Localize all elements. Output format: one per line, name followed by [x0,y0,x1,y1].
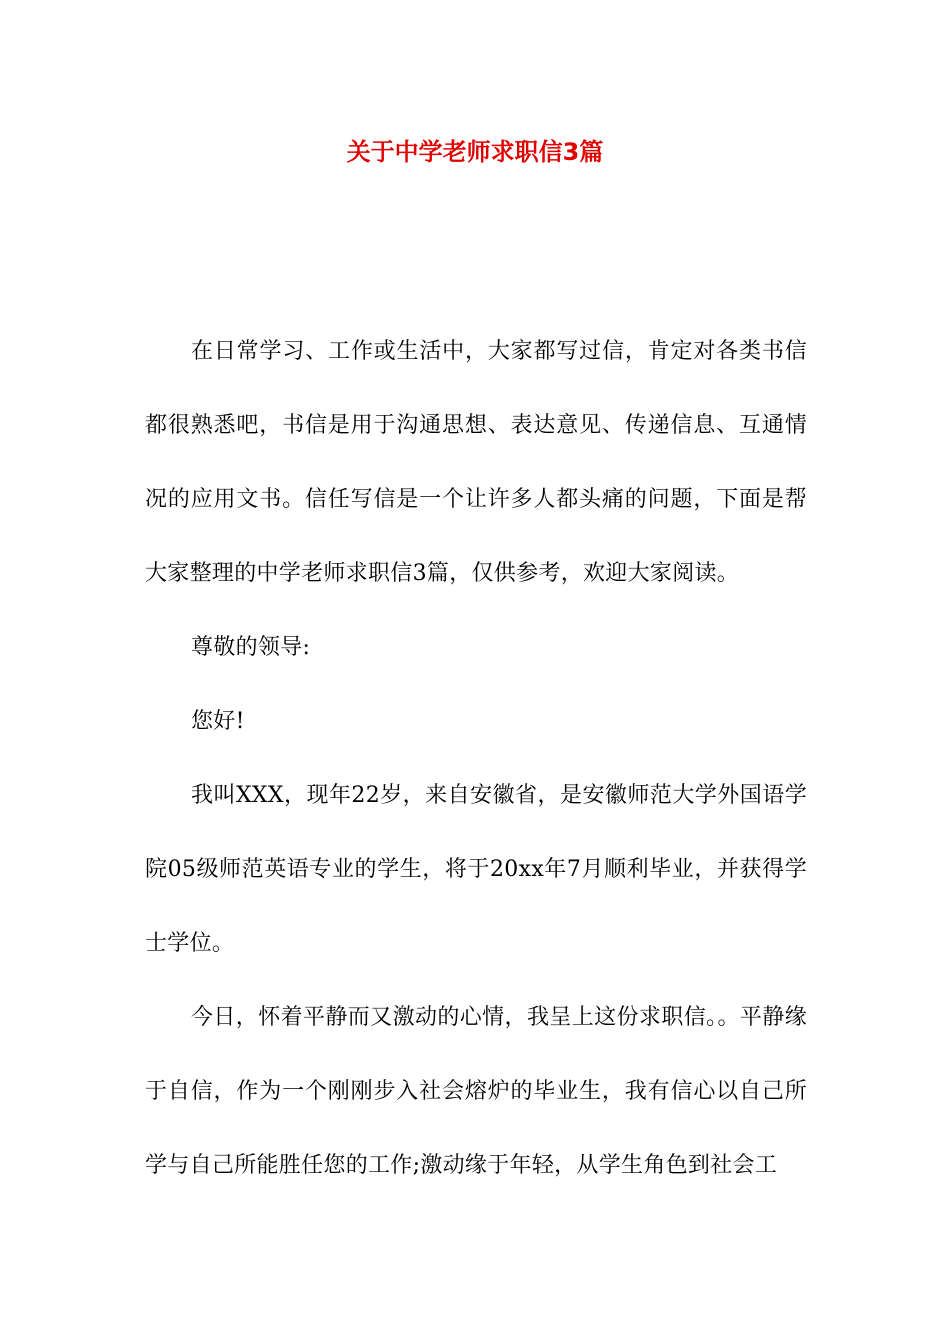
document-body [145,315,807,1203]
paragraph-salutation: 尊敬的领导: [191,635,311,660]
document-title: 关于中学老师求职信3篇 [346,138,604,166]
paragraph-motivation: 今日，怀着平静而又激动的心情，我呈上这份求职信。。平静缘于自信，作为一个刚刚步入社会熔炉的毕业生，我有信心以自己所学与自己所能胜任您的工作;激动缘于年轻，从学生角色到社会工 [145,1005,807,1178]
paragraph-intro: 在日常学习、工作或生活中，大家都写过信，肯定对各类书信都很熟悉吧，书信是用于沟通思想、表达意见、传递信息、互通情况的应用文书。信任写信是一个让许多人都头痛的问题，下面是帮大家整理的中学老师求职信3篇，仅供参考，欢迎大家阅读。 [145,339,807,586]
paragraph-greeting: 您好! [191,709,245,734]
paragraph-self-introduction: 我叫XXX，现年22岁，来自安徽省，是安徽师范大学外国语学院05级师范英语专业的学生，将于20xx年7月顺利毕业，并获得学士学位。 [145,783,807,956]
